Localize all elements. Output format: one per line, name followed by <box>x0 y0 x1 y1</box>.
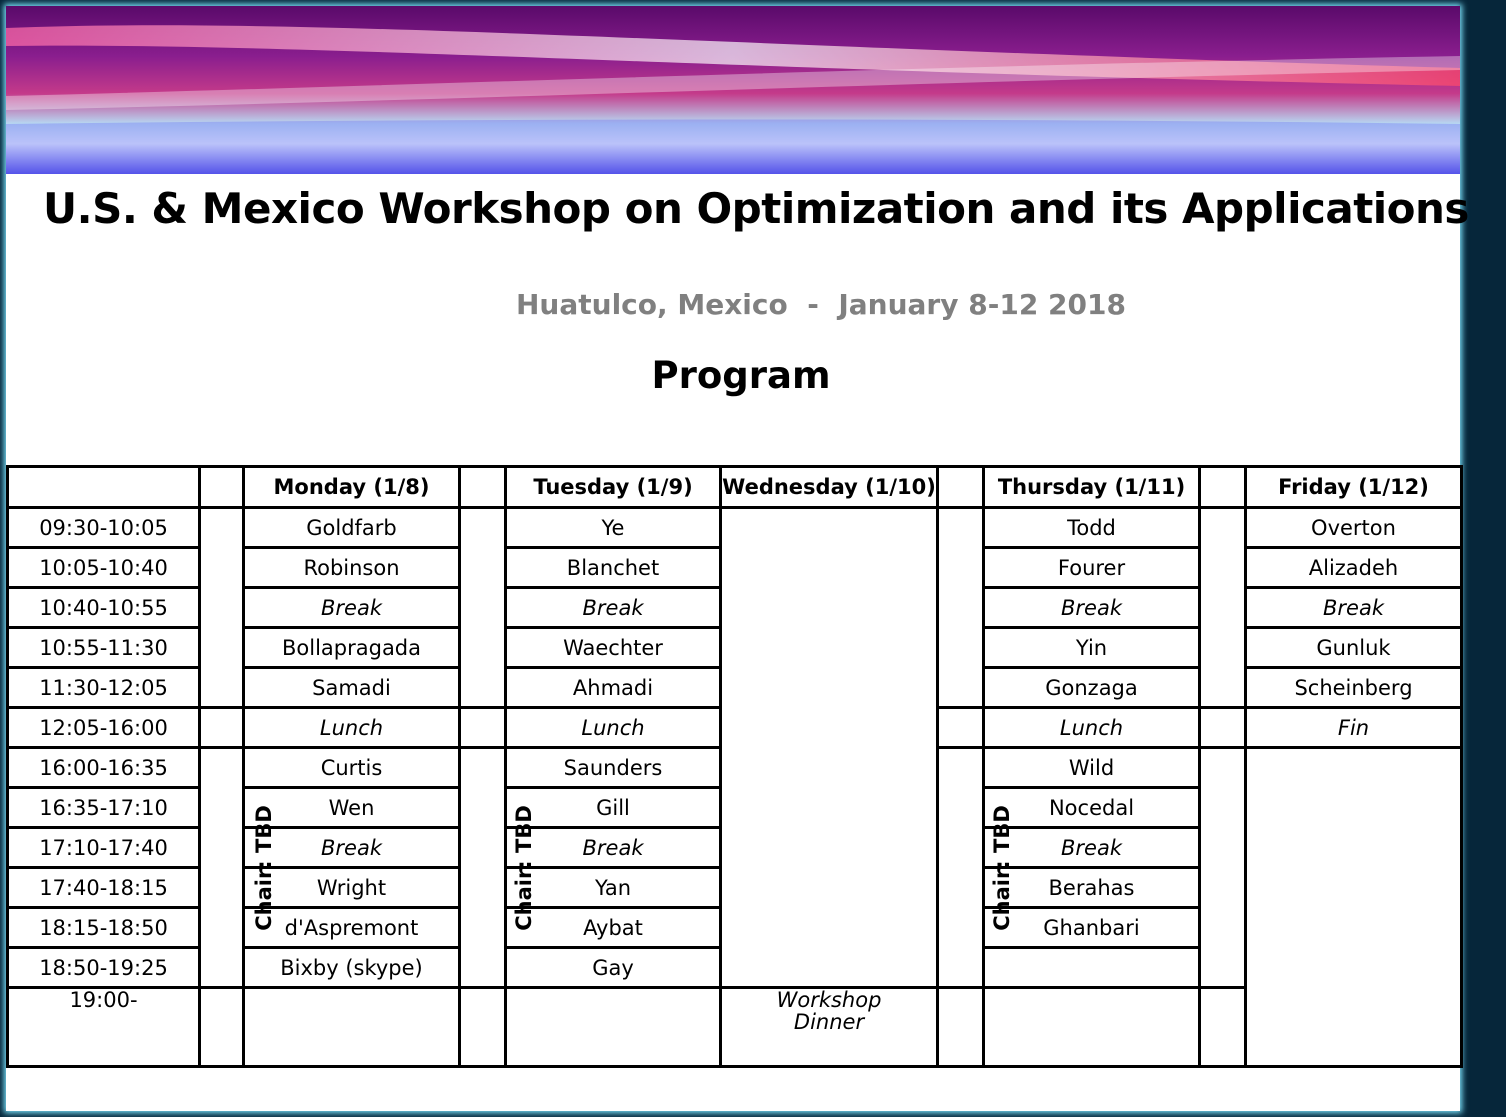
session-cell: Todd <box>984 508 1200 548</box>
session-cell: Bixby (skype) <box>244 948 460 988</box>
break-cell: Break <box>984 588 1200 628</box>
session-cell: Ahmadi <box>506 668 721 708</box>
time-slot: 11:30-12:05 <box>8 668 200 708</box>
break-cell: Break <box>984 828 1200 868</box>
session-cell <box>984 988 1200 1067</box>
break-cell: Break <box>244 588 460 628</box>
time-slot: 16:00-16:35 <box>8 748 200 788</box>
chair-cell-tuesday-am <box>460 508 506 708</box>
dinner-line-2: Dinner <box>793 1010 865 1034</box>
chair-label: Chair: TBD <box>251 804 276 931</box>
time-slot: 18:50-19:25 <box>8 948 200 988</box>
session-cell: Wright <box>244 868 460 908</box>
time-slot: 09:30-10:05 <box>8 508 200 548</box>
time-slot: 10:40-10:55 <box>8 588 200 628</box>
session-cell: Gunluk <box>1246 628 1462 668</box>
chair-cell-empty <box>1200 708 1246 748</box>
session-cell: Alizadeh <box>1246 548 1462 588</box>
session-cell: Goldfarb <box>244 508 460 548</box>
chair-cell-empty <box>200 708 244 748</box>
chair-cell-monday-am <box>200 508 244 708</box>
session-cell: Berahas <box>984 868 1200 908</box>
day-header-friday: Friday (1/12) <box>1246 467 1462 508</box>
time-slot: 17:10-17:40 <box>8 828 200 868</box>
event-location-date: Huatulco, Mexico - January 8-12 2018 <box>516 288 1126 321</box>
session-cell: Wen <box>244 788 460 828</box>
table-row <box>8 508 1462 548</box>
session-cell: Fourer <box>984 548 1200 588</box>
break-cell: Break <box>506 828 721 868</box>
session-cell: Overton <box>1246 508 1462 548</box>
chair-header-cell <box>200 467 244 508</box>
header-row <box>8 467 1462 508</box>
session-cell: Scheinberg <box>1246 668 1462 708</box>
header-banner <box>6 6 1460 174</box>
chair-cell-empty <box>938 988 984 1067</box>
chair-cell-tuesday-pm <box>460 748 536 988</box>
session-cell: Samadi <box>244 668 460 708</box>
time-slot: 17:40-18:15 <box>8 868 200 908</box>
day-header-tuesday: Tuesday (1/9) <box>506 467 721 508</box>
chair-cell-empty <box>460 988 506 1067</box>
chair-cell-empty <box>200 988 244 1067</box>
lunch-cell: Lunch <box>984 708 1200 748</box>
day-header-thursday: Thursday (1/11) <box>984 467 1200 508</box>
chair-cell-friday-pm <box>1200 748 1246 988</box>
lunch-cell: Lunch <box>506 708 721 748</box>
chair-header-cell <box>460 467 506 508</box>
day-header-monday: Monday (1/8) <box>244 467 460 508</box>
wednesday-free-cell <box>721 508 938 988</box>
table-row <box>8 988 1462 1067</box>
time-slot: 10:55-11:30 <box>8 628 200 668</box>
session-cell: Curtis <box>244 748 460 788</box>
session-cell: Waechter <box>506 628 721 668</box>
session-cell: Nocedal <box>984 788 1200 828</box>
break-cell: Break <box>1246 588 1462 628</box>
chair-cell-thursday-pm <box>938 748 1014 988</box>
time-header-cell <box>8 467 200 508</box>
day-header-wednesday: Wednesday (1/10) <box>721 467 938 508</box>
session-cell: Gonzaga <box>984 668 1200 708</box>
chair-cell-friday-am <box>1200 508 1246 708</box>
session-cell: Bollapragada <box>244 628 460 668</box>
session-cell: Ghanbari <box>984 908 1200 948</box>
lunch-cell: Lunch <box>244 708 460 748</box>
chair-cell-empty <box>938 708 984 748</box>
workshop-dinner-cell <box>721 988 938 1067</box>
page-title: U.S. & Mexico Workshop on Optimization and its Applications <box>43 184 1469 233</box>
chair-cell-monday-pm <box>200 748 276 988</box>
chair-label: Chair: TBD <box>511 804 536 931</box>
time-slot: 10:05-10:40 <box>8 548 200 588</box>
session-cell: Yin <box>984 628 1200 668</box>
program-heading: Program <box>651 354 831 397</box>
session-cell: Aybat <box>506 908 721 948</box>
time-slot: 19:00- <box>8 988 200 1067</box>
session-cell: Blanchet <box>506 548 721 588</box>
chair-cell-empty <box>1200 988 1246 1067</box>
session-cell <box>984 948 1200 988</box>
page <box>6 6 1469 1111</box>
session-cell: Gay <box>506 948 721 988</box>
session-cell: Ye <box>506 508 721 548</box>
dinner-line-1: Workshop <box>776 988 882 1012</box>
time-slot: 12:05-16:00 <box>8 708 200 748</box>
chair-header-cell <box>938 467 984 508</box>
friday-afternoon-empty <box>1246 748 1462 1067</box>
chair-cell-thursday-am <box>938 508 984 708</box>
chair-header-cell <box>1200 467 1246 508</box>
break-cell: Break <box>244 828 460 868</box>
fin-cell: Fin <box>1246 708 1462 748</box>
session-cell: Gill <box>506 788 721 828</box>
session-cell: Robinson <box>244 548 460 588</box>
chair-cell-empty <box>460 708 506 748</box>
chair-label: Chair: TBD <box>989 804 1014 931</box>
session-cell: Wild <box>984 748 1200 788</box>
session-cell: d'Aspremont <box>244 908 460 948</box>
session-cell <box>506 988 721 1067</box>
time-slot: 16:35-17:10 <box>8 788 200 828</box>
time-slot: 18:15-18:50 <box>8 908 200 948</box>
break-cell: Break <box>506 588 721 628</box>
session-cell: Yan <box>506 868 721 908</box>
session-cell <box>244 988 460 1067</box>
schedule-table <box>6 465 1463 1068</box>
session-cell: Saunders <box>506 748 721 788</box>
